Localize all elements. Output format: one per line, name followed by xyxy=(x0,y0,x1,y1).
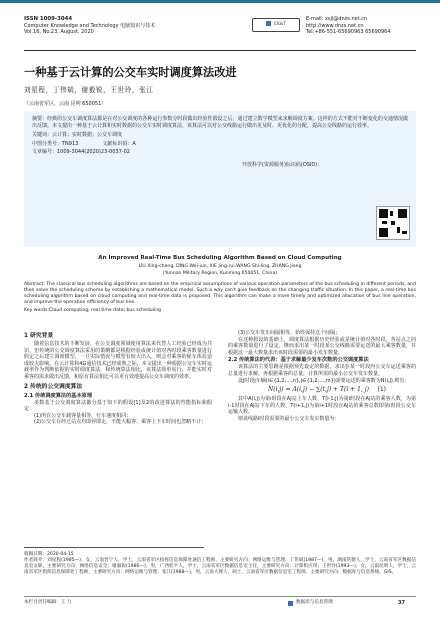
affiliation: （云南省军区，云南 昆明 650051） xyxy=(24,101,107,107)
volume-info: Vol.16, No.23, August. 2020 xyxy=(24,29,94,36)
clc-number: 中图分类号：TN913 xyxy=(32,140,79,147)
keywords-cn: 关键词：云计算；实时数据；公交车调度 xyxy=(32,132,123,139)
column-editor: 本栏目责任编辑：王 力 xyxy=(24,600,72,605)
min-departures-intro: 则该线路i时段需要的最小公交车发车数量为： xyxy=(238,415,340,422)
column-name-label: 数据库与信息管理 xyxy=(296,600,333,605)
assumption-2: (2)公交车在经过站点均即停即走，不能大幅客、乘客上下车时间也忽略不计； xyxy=(34,419,207,426)
english-abstract-block xyxy=(24,282,416,314)
assumption-3: (3)公交车发车间隔相等，始终保持这个间隔； xyxy=(238,330,341,336)
footnote-divider xyxy=(24,547,204,548)
page-number: 37 xyxy=(398,600,405,606)
footnote: 收稿日期：2020-04-15 作者简介：刘星程(1985—)，女，云南晋宁人，学士，云南省军区指挥信息保障处通信工程师，主要研究方向：网络运维与管理；丁伟斌(1987—)，男，湖南常德人，学士，云南省军区数据信息室文职，主要研究方向：网络信息安全；谢毅锐(1986—)，男，广西桂平人，学士，云南省军区数据信息室主任，主要研究方向：计算机应用；王世玲(1993—)，女，云南昆明人，学士，云南省军区指挥信息保障处工程师，主要研究方向：网络运维与管理；张江(1988—)，男，云南大理人，硕士，云南省军区数据信息室工程师，主要研究方向：数据库与信息系统，GIS。 xyxy=(24,552,416,575)
telephone: Tel:+86-551-65690963 65690964 xyxy=(306,29,391,36)
email: E-mail: xsjl@dnzs.net.cn xyxy=(306,16,368,22)
paper-title: 一种基于云计算的公交车实时调度算法改进 xyxy=(24,66,237,79)
osid-qr-code[interactable] xyxy=(376,206,410,240)
body-column-left xyxy=(24,330,212,426)
column-icon xyxy=(288,601,293,606)
journal-logo: CK&T xyxy=(252,18,300,32)
english-abstract: Abstract: The classical bus scheduling algorithms are based on the empirical assumptions of various operation parameters of the bus scheduling in different periods, and then solve the scheduling scheme by establishing a mathematical model. Such a way can't give feedback on the changing traffic situation. In this paper, a real-time bus scheduling algorithm based on cloud computing and real-time data is proposed. This algorithm can make a more timely and optimized allocation of bus line operation, and improve the operation efficiency of bus line. xyxy=(24,282,416,305)
english-keywords: Key words:Cloud computing; real time data; bus scheduling xyxy=(24,308,162,313)
section-2-1-body: 多数基于公交调度算法都分基于如下的假设[1]及2的改进算法的性能指标和假定： xyxy=(24,399,212,413)
osid-label: 开放科学(资源服务)标识码(OSID)： xyxy=(242,161,323,168)
english-authors: LIU Xing-cheng, DING Wei-jun, XIE Jing-rui,WANG Shi-ling, ZHANG Jiang xyxy=(138,264,302,269)
section-2-heading: 2 传统的公交调度算法 xyxy=(24,383,83,390)
section-2-2-body: 该算法的主要思路是根据预先设定的数据，求出在某一时段内公交车运送乘客的总量进行求解，再根据乘客的总量，计算所需的最小公交车发车数量。 xyxy=(228,364,416,377)
journal-name: Computer Knowledge and Technology 电脑知识与技术 xyxy=(24,22,156,29)
equation-number: (1) xyxy=(377,386,386,394)
abstract-cn: 摘要：经典的公交车调度算法都是在对公交调度的各种运行参数分时段做出经验性假设之后，通过建立数学模型来求解调度方案。这样的方式不能对不断变化的交通情况做出反馈。本文提出一种基于云计算和实时数据的公交车实时调度算法，该算法可以对公交线路运行做出更及时、更优化的分配，提高公交线路的运行效率。 xyxy=(32,116,408,129)
section-2-2-heading: 2.2 传统算法的代表：基于求解最少发车次数的公交调度算法 xyxy=(228,357,369,364)
journal-header-right xyxy=(306,16,436,36)
section-1-body: 随着信息技术的不断发展，在公交调度领域使用算法来代替人工经验已经成为共识，但传统的公交调度算法采用的策略都是根据经验或统计值对各时段乘客数量进行假定之后建立调度模型，一旦实际情况与模型有较大出入，则会对乘客的候车体验造成较大影响。在云计算和4G通信技术已经成熟之际，本文提出一种根据公交车实时运载率作为判断依据的实时调度算法，和传统算法相比，该算法简单易行，并能实时对乘客的需求做出反馈，和原有算法相比可以更有效地提高公交车调度的效率。 xyxy=(24,341,212,380)
equation-1 xyxy=(228,384,416,396)
english-affiliation: (Yunnan Military Region, Kunming 650051, China) xyxy=(162,271,278,276)
section-2-1-heading: 2.1 传统调度算法的基本原理 xyxy=(24,392,93,399)
abstract-cn-block xyxy=(32,116,408,169)
article-number: 文章编号：1009-3044(2020)23-0037-02 xyxy=(32,149,130,156)
variable-definition: 设j时段j车辆(i∈{1,2,…,n},j∈{1,2,…,m})需要运送的乘客数为N(i,j),则有： xyxy=(238,377,410,384)
top-band xyxy=(0,0,440,3)
assumption-summary: 在这种假设的基础上，调度算法根据历史经验或是统计值对各时段，各站点之间的乘客数量进行了设定，继而求出某一时段某公交线路需要运送的最大乘客数量，并根据这一最大数量求出该时段需要的最小发车数量。 xyxy=(228,336,416,356)
author-list: 刘星程，丁伟斌，谢毅锐，王世玲，张江 xyxy=(24,86,154,94)
assumption-1: (1)所有公交车载客量相等，行车速度相同； xyxy=(34,412,132,419)
header-divider xyxy=(24,50,416,51)
footer-divider xyxy=(24,596,416,597)
equation-expression: N(i,j) = A(i,j) − ∑(t,j) + T(i + 1, j) xyxy=(268,386,369,394)
document-code: 文献标识码：A xyxy=(102,140,136,147)
classification-row xyxy=(32,141,408,148)
section-1-heading: 1 研究背景 xyxy=(24,333,54,339)
journal-header-left xyxy=(24,16,244,36)
english-title: An Improved Real-Time Bus Scheduling Algorithm Based on Cloud Computing xyxy=(98,255,342,261)
issn: ISSN 1009-3044 xyxy=(24,16,73,22)
body-column-right xyxy=(228,330,416,423)
column-name xyxy=(288,600,333,606)
website-url: http://www.dnzs.net.cn xyxy=(306,22,364,29)
equation-explanation: 其中A(i,j)为第i时段在Aj站上车人数，T(i-1,j)为第i时段在Aj站的乘客人数，为第i-1时段在Aj站下车的人数，T(i+1,j)为第i+1时段在Aj站的乘客总数即第i时段公交车运输人数。 xyxy=(228,396,416,416)
